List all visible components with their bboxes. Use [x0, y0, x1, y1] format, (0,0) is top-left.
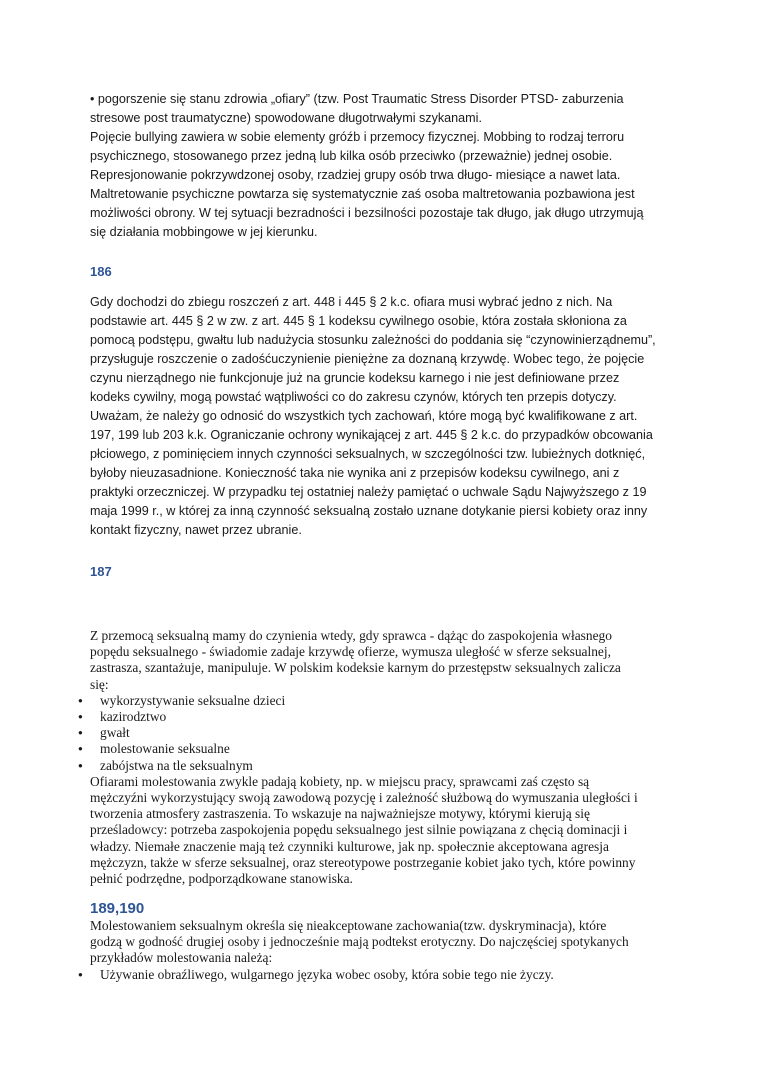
text-line: byłoby nieuzasadnione. Konieczność taka nie wynika ani z przepisów kodeksu cywilnego, ani z [90, 466, 620, 480]
text-line: kodeks cywilny, mogą powstać wątpliwości co do zakresu czynów, których ten przepis dotyczy. [90, 390, 617, 404]
list-item: ● Używanie obraźliwego, wulgarnego języka wobec osoby, która sobie tego nie życzy. [90, 967, 680, 983]
list-item: ● kazirodztwo [90, 709, 680, 725]
text-line: przykładów molestowania należą: [90, 950, 273, 966]
text-line: możliwości obrony. W tej sytuacji bezradności i bezsilności pozostaje tak długo, jak długo utrzymują [90, 206, 644, 220]
list-item: ● gwałt [90, 725, 680, 741]
text-line: praktyki orzeczniczej. W przypadku tej ostatniej należy pamiętać o uchwale Sądu Najwyższego z 19 [90, 485, 647, 499]
section-heading-189-190: 189,190 [90, 900, 145, 917]
text-line: przysługuje roszczenie o zadośćuczynienie pieniężne za doznaną krzywdę. Wobec tego, że pojęcie [90, 352, 645, 366]
paragraph-186 [90, 293, 680, 540]
text-line: pełnić podrzędne, podporządkowane stanowiska. [90, 871, 353, 887]
text-line: stresowe post traumatyczne) spowodowane długotrwałymi szykanami. [90, 111, 482, 125]
list-item: ● molestowanie seksualne [90, 741, 680, 757]
text-line: godzą w godność drugiej osoby i jednocześnie mają podtekst erotyczny. Do najczęściej spotykanych [90, 934, 629, 950]
text-line: maja 1999 r., w której za inną czynność seksualną zostało uznane dotykanie piersi kobiety oraz inny [90, 504, 648, 518]
list-item: ● zabójstwa na tle seksualnym [90, 758, 680, 774]
text-line: mężczyzn, także w sferze seksualnej, oraz stereotypowe postrzeganie kobiet jako tych, które powinny [90, 854, 636, 870]
list-item: ● wykorzystywanie seksualne dzieci [90, 693, 680, 709]
text-line: płciowego, z pominięciem innych czynności seksualnych, w szczególności tzw. lubieżnych dotknięć, [90, 447, 646, 461]
harassment-examples-list [90, 967, 680, 983]
text-line: podstawie art. 445 § 2 w zw. z art. 445 § 1 kodeksu cywilnego osobie, która została skłoniona za [90, 314, 627, 328]
section-heading-187: 187 [90, 564, 112, 579]
text-line: • pogorszenie się stanu zdrowia „ofiary” (tzw. Post Traumatic Stress Disorder PTSD- zaburzenia [90, 92, 624, 106]
text-line: Gdy dochodzi do zbiegu roszczeń z art. 448 i 445 § 2 k.c. ofiara musi wybrać jedno z nich. Na [90, 295, 613, 309]
text-line: Ofiarami molestowania zwykle padają kobiety, np. w miejscu pracy, sprawcami zaś często są [90, 773, 590, 789]
text-line: Maltretowanie psychiczne powtarza się systematycznie zaś osoba maltretowania pozbawiona jest [90, 187, 635, 201]
text-line: Uważam, że należy go odnosić do wszystkich tych zachowań, które mogą być kwalifikowane z art. [90, 409, 638, 423]
text-line: się: [90, 676, 109, 692]
paragraph-mobbing [90, 90, 680, 242]
text-line: Molestowaniem seksualnym określa się nieakceptowane zachowania(tzw. dyskryminacja), które [90, 918, 607, 933]
text-line: czynu nierządnego nie funkcjonuje już na gruncie kodeksu karnego i nie jest definiowane przez [90, 371, 620, 385]
text-line: 197, 199 lub 203 k.k. Ograniczanie ochrony wynikającej z art. 445 § 2 k.c. do przypadków obcowania [90, 428, 653, 442]
text-line: Represjonowanie pokrzywdzonej osoby, rzadziej grupy osób trwa długo- miesiące a nawet lata. [90, 168, 621, 182]
paragraph-187 [90, 628, 680, 887]
text-line: się działania mobbingowe w jej kierunku. [90, 225, 318, 239]
text-line: prześladowcy: potrzeba zaspokojenia popędu seksualnego jest silnie powiązana z chęcią dominacji i [90, 822, 628, 838]
paragraph-189-190 [90, 918, 680, 983]
section-heading-186: 186 [90, 264, 112, 279]
text-line: pomocą podstępu, gwałtu lub nadużycia stosunku zależności do poddania się “czynowinierządnemu”, [90, 333, 656, 347]
offense-list [90, 693, 680, 774]
text-line: tworzenia atmosfery zastraszenia. To wskazuje na najważniejsze motywy, którymi kierują się [90, 806, 590, 822]
text-line: kontakt fizyczny, nawet przez ubranie. [90, 523, 302, 537]
text-line: zastrasza, szantażuje, manipuluje. W polskim kodeksie karnym do przestępstw seksualnych zalicza [90, 660, 621, 676]
text-line: popędu seksualnego - świadomie zadaje krzywdę ofierze, wymusza uległość w sferze seksualnej, [90, 644, 611, 660]
text-line: Z przemocą seksualną mamy do czynienia wtedy, gdy sprawca - dążąc do zaspokojenia własnego [90, 628, 612, 643]
text-line: psychicznego, stosowanego przez jedną lub kilka osób przeciwko (przeważnie) jednej osobie. [90, 149, 613, 163]
text-line: mężczyźni wykorzystujący swoją zawodową pozycję i zależność służbową do wymuszania uległości i [90, 790, 638, 806]
text-line: Pojęcie bullying zawiera w sobie elementy gróźb i przemocy fizycznej. Mobbing to rodzaj terroru [90, 130, 625, 144]
text-line: władzy. Niemałe znaczenie mają też czynniki kulturowe, jak np. społecznie akceptowana agresja [90, 838, 609, 854]
